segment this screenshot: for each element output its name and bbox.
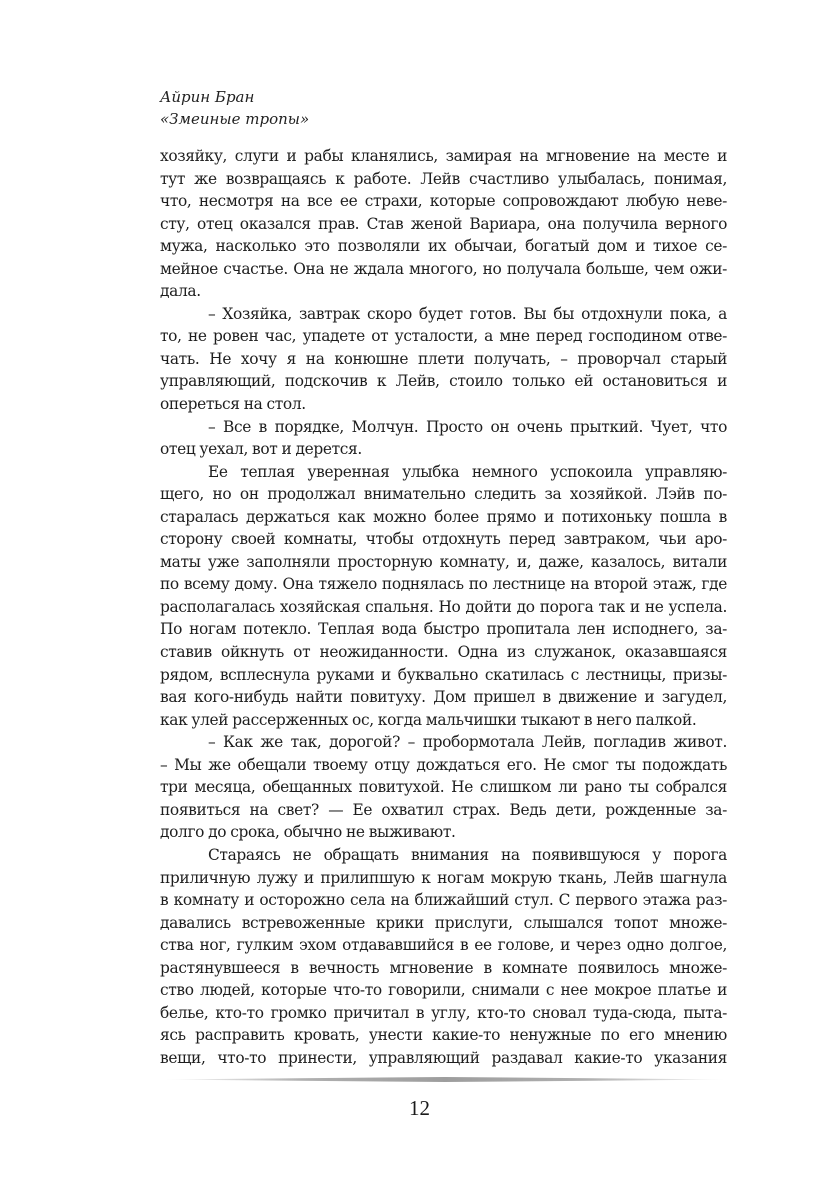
text-line: Ее теплая уверенная улыбка немного успокоила управляю- — [208, 462, 727, 481]
text-line: что, несмотря на все ее страхи, которые сопровождают любую неве- — [160, 192, 727, 211]
text-line: управляющий, подскочив к Лейв, стоило только ей остановиться и — [160, 372, 727, 391]
text-line: чать. Не хочу я на конюшне плети получать, – проворчал старый — [160, 349, 727, 368]
text-line: хозяйку, слуги и рабы кланялись, замирая на мгновение на месте и — [160, 147, 727, 165]
text-line: то, не ровен час, упадете от усталости, а мне перед господином отве- — [160, 327, 727, 346]
text-line: – Хозяйка, завтрак скоро будет готов. Вы бы отдохнули пока, а — [208, 304, 727, 323]
text-line: – Как же так, дорогой? – пробормотала Лейв, погладив живот. — [208, 733, 727, 752]
text-line: растянувшееся в вечность мгновение в комнате появилось множе- — [160, 958, 727, 977]
text-line: три месяца, обещанных повитухой. Не слишком ли рано ты собрался — [160, 778, 727, 797]
book-title: «Змеиные тропы» — [160, 110, 310, 128]
page-number: 12 — [409, 1096, 430, 1120]
text-line: маты уже заполняли просторную комнату, и, даже, казалось, витали — [160, 552, 727, 571]
running-head — [160, 86, 309, 130]
author-name: Айрин Бран — [160, 88, 255, 106]
text-line: рядом, всплеснула руками и буквально скатилась с лестницы, призы- — [160, 665, 727, 684]
text-line: вещи, что-то принести, управляющий раздавал какие-то указания — [160, 1048, 727, 1067]
text-line: ясь расправить кровать, унести какие-то ненужные по его мнению — [160, 1026, 727, 1045]
text-line: Стараясь не обращать внимания на появившуюся у порога — [208, 845, 727, 864]
text-line: тут же возвращаясь к работе. Лейв счастливо улыбалась, понимая, — [160, 169, 727, 188]
text-line: ства ног, гулким эхом отдававшийся в ее голове, и через одно долгое, — [160, 936, 727, 955]
text-line: в комнату и осторожно села на ближайший стул. С первого этажа раз- — [160, 891, 727, 910]
text-line: – Мы же обещали твоему отцу дождаться его. Не смог ты подождать — [160, 755, 727, 774]
text-line: старалась держаться как можно более прямо и потихоньку пошла в — [160, 507, 727, 526]
text-line: – Все в порядке, Молчун. Просто он очень прыткий. Чует, что — [208, 417, 727, 436]
text-line: располагалась хозяйская спальня. Но дойти до порога так и не успела. — [160, 597, 727, 616]
text-line: как улей рассерженных ос, когда мальчишки тыкают в него палкой. — [160, 710, 697, 729]
text-line: ство людей, которые что-то говорили, снимали с нее мокрое платье и — [160, 981, 727, 1000]
text-line: приличную лужу и прилипшую к ногам мокрую ткань, Лейв шагнула — [160, 868, 727, 887]
text-line: белье, кто-то громко причитал в углу, кто-то сновал туда-сюда, пыта- — [160, 1003, 727, 1022]
text-line: долго до срока, обычно не выживают. — [160, 823, 456, 842]
text-line: появиться на свет? — Ее охватил страх. Ведь дети, рожденные за- — [160, 800, 727, 819]
text-line: вая кого-нибудь найти повитуху. Дом пришел в движение и загудел, — [160, 688, 727, 707]
footer-divider — [160, 1077, 730, 1082]
text-line: отец уехал, вот и дерется. — [160, 440, 362, 459]
text-line: сторону своей комнаты, чтобы отдохнуть перед завтраком, чьи аро- — [160, 530, 727, 549]
text-line: опереться на стол. — [160, 395, 306, 414]
text-line: По ногам потекло. Теплая вода быстро пропитала лен исподнего, за- — [160, 620, 727, 639]
text-line: мейное счастье. Она не ждала многого, но получала больше, чем ожи- — [160, 259, 727, 278]
text-line: ставив ойкнуть от неожиданности. Одна из служанок, оказавшаяся — [160, 643, 727, 662]
text-line: дала. — [160, 282, 201, 301]
text-line: по всему дому. Она тяжело поднялась по лестнице на второй этаж, где — [160, 575, 727, 594]
text-line: мужа, насколько это позволяли их обычаи, богатый дом и тихое се- — [160, 237, 727, 256]
text-line: сту, отец оказался прав. Став женой Вариара, она получила верного — [160, 214, 727, 233]
text-line: давались встревоженные крики прислуги, слышался топот множе- — [160, 913, 727, 932]
body-text — [160, 145, 727, 1069]
text-line: щего, но он продолжал внимательно следить за хозяйкой. Лэйв по- — [160, 485, 727, 504]
